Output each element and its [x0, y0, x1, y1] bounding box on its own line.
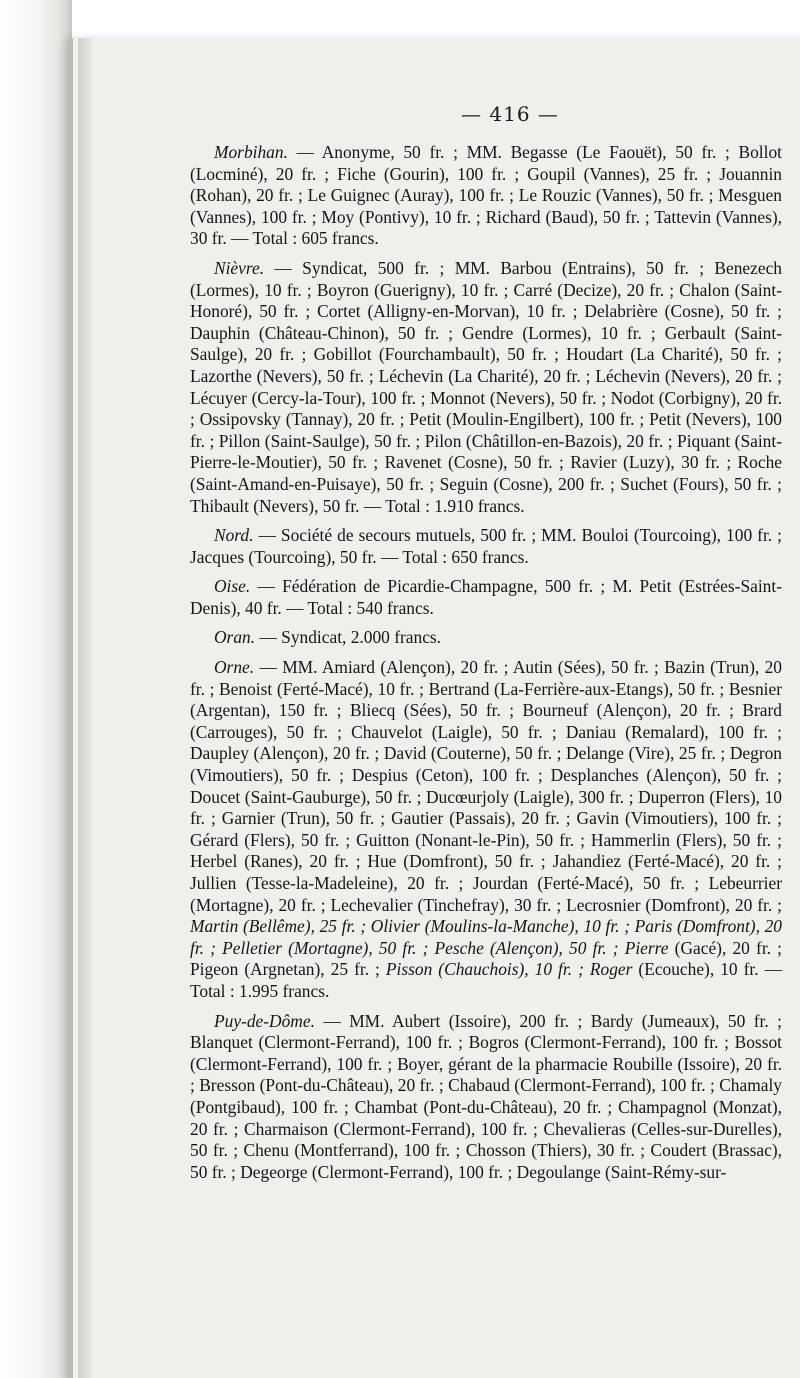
region-name: Nièvre. [214, 257, 265, 278]
paragraph-text: — Syndicat, 500 fr. ; MM. Barbou (Entrains), 50 fr. ; Benezech (Lormes), 10 fr. ; Boyron (Guerigny), 10 fr. ; Carré (Decize), 20 fr. ; Chalon (Saint-Honoré), 50 fr. ; Cortet (Alligny-en-Morvan), 10 fr. ; Delabrière (Cosne), 50 fr. ; Dauphin (Château-Chinon), 50 fr. ; Gendre (Lormes), 10 fr. ; Gerbault (Saint-Saulge), 20 fr. ; Gobillot (Fourchambault), 50 fr. ; Houdart (La Charité), 50 fr. ; Lazorthe (Nevers), 50 fr. ; Léchevin (La Charité), 20 fr. ; Léchevin (Nevers), 20 fr. ; Lécuyer (Cercy-la-Tour), 100 fr. ; Monnot (Nevers), 50 fr. ; Nodot (Corbigny), 20 fr. ; Ossipovsky (Tannay), 20 fr. ; Petit (Moulin-Engilbert), 100 fr. ; Petit (Nevers), 100 fr. ; Pillon (Saint-Saulge), 50 fr. ; Pilon (Châtillon-en-Bazois), 20 fr. ; Piquant (Saint-Pierre-le-Moutier), 50 fr. ; Ravenet (Cosne), 50 fr. ; Ravier (Luzy), 30 fr. ; Roche (Saint-Amand-en-Puisaye), 50 fr. ; Seguin (Cosne), 200 fr. ; Suchet (Fours), 50 fr. ; Thibault (Nevers), 50 fr. — Total : 1.910 francs. [190, 257, 782, 516]
region-name: Morbihan. [214, 142, 288, 162]
paragraph-puy-de-dome [190, 1011, 782, 1184]
paragraph-text: — Anonyme, 50 fr. ; MM. Begasse (Le Faouët), 50 fr. ; Bollot (Locminé), 20 fr. ; Fiche (Gourin), 100 fr. ; Goupil (Vannes), 25 fr. ; Jouannin (Rohan), 20 fr. ; Le Guignec (Auray), 100 fr. ; Le Rouzic (Vannes), 50 fr. ; Mesguen (Vannes), 100 fr. ; Moy (Pontivy), 10 fr. ; Richard (Baud), 50 fr. ; Tattevin (Vannes), 30 fr. — Total : 605 francs. [190, 142, 782, 249]
paragraph-nievre [190, 258, 782, 517]
paragraph-italic-text: Pisson (Chauchois), 10 fr. ; Roger [385, 959, 633, 980]
paragraph-text: — Fédération de Picardie-Champagne, 500 fr. ; M. Petit (Estrées-Saint-Denis), 40 fr. — Total : 540 francs. [190, 576, 782, 618]
paragraph-italic-text: Martin (Bellême), 25 fr. ; Olivier (Moulins-la-Manche), 10 fr. ; Paris (Domfront), 20 fr. ; Pelletier (Mortagne), 50 fr. ; Pesche (Alençon), 50 fr. ; Pierre [190, 916, 782, 958]
region-name: Puy-de-Dôme. [214, 1010, 315, 1031]
paragraph-text: — Société de secours mutuels, 500 fr. ; MM. Bouloi (Tourcoing), 100 fr. ; Jacques (Tourcoing), 50 fr. — Total : 650 francs. [190, 525, 782, 567]
paragraph-text: — Syndicat, 2.000 francs. [255, 627, 442, 648]
paragraph-nord [190, 525, 782, 568]
paragraph-oise [190, 576, 782, 619]
page-gutter-shadow [78, 38, 92, 1378]
paragraph-text: (Gacé), 20 fr. ; Pigeon (Argnetan), 25 fr. ; [190, 937, 782, 980]
page-body [190, 142, 782, 1191]
book-binding-edge [0, 0, 72, 1378]
page-number: — 416 — [461, 102, 559, 126]
paragraph-text: — MM. Amiard (Alençon), 20 fr. ; Autin (Sées), 50 fr. ; Bazin (Trun), 20 fr. ; Benoist (Ferté-Macé), 10 fr. ; Bertrand (La-Ferrière-aux-Etangs), 50 fr. ; Besnier (Argentan), 150 fr. ; Bliecq (Sées), 50 fr. ; Bourneuf (Alençon), 20 fr. ; Brard (Carrouges), 50 fr. ; Chauvelot (Laigle), 50 fr. ; Daniau (Remalard), 100 fr. ; Daupley (Alençon), 20 fr. ; David (Couterne), 50 fr. ; Delange (Vire), 25 fr. ; Degron (Vimoutiers), 50 fr. ; Despius (Ceton), 100 fr. ; Desplanches (Alençon), 50 fr. ; Doucet (Saint-Gauburge), 50 fr. ; Ducœurjoly (Laigle), 300 fr. ; Duperron (Flers), 10 fr. ; Garnier (Trun), 50 fr. ; Gautier (Passais), 20 fr. ; Gavin (Vimoutiers), 100 fr. ; Gérard (Flers), 50 fr. ; Guitton (Nonant-le-Pin), 50 fr. ; Hammerlin (Flers), 50 fr. ; Herbel (Ranes), 20 fr. ; Hue (Domfront), 50 fr. ; Jahandiez (Ferté-Macé), 20 fr. ; Jullien (Tesse-la-Madeleine), 20 fr. ; Jourdan (Ferté-Macé), 50 fr. ; Lebeurrier (Mortagne), 20 fr. ; Lechevalier (Tinchefray), 30 fr. ; Lecrosnier (Domfront), 20 fr. ; [190, 657, 782, 915]
region-name: Oran. [214, 627, 256, 648]
paragraph-oran [190, 627, 782, 649]
paragraph-text: — MM. Aubert (Issoire), 200 fr. ; Bardy (Jumeaux), 50 fr. ; Blanquet (Clermont-Ferrand), 100 fr. ; Bogros (Clermont-Ferrand), 100 fr. ; Bossot (Clermont-Ferrand), 100 fr. ; Boyer, gérant de la pharmacie Roubille (Issoire), 20 fr. ; Bresson (Pont-du-Château), 20 fr. ; Chabaud (Clermont-Ferrand), 100 fr. ; Chamaly (Pontgibaud), 100 fr. ; Chambat (Pont-du-Château), 20 fr. ; Champagnol (Monzat), 20 fr. ; Charmaison (Clermont-Ferrand), 100 fr. ; Chevalieras (Celles-sur-Durelles), 50 fr. ; Chenu (Montferrand), 100 fr. ; Chosson (Thiers), 30 fr. ; Coudert (Brassac), 50 fr. ; Degeorge (Clermont-Ferrand), 100 fr. ; Degoulange (Saint-Rémy-sur- [190, 1010, 782, 1182]
paragraph-morbihan [190, 142, 782, 250]
region-name: Orne. [214, 657, 255, 678]
region-name: Nord. [214, 525, 254, 546]
region-name: Oise. [214, 576, 251, 597]
paragraph-orne [190, 657, 782, 1003]
paragraph-text: (Ecouche), 10 fr. — Total : 1.995 francs. [190, 959, 782, 1001]
